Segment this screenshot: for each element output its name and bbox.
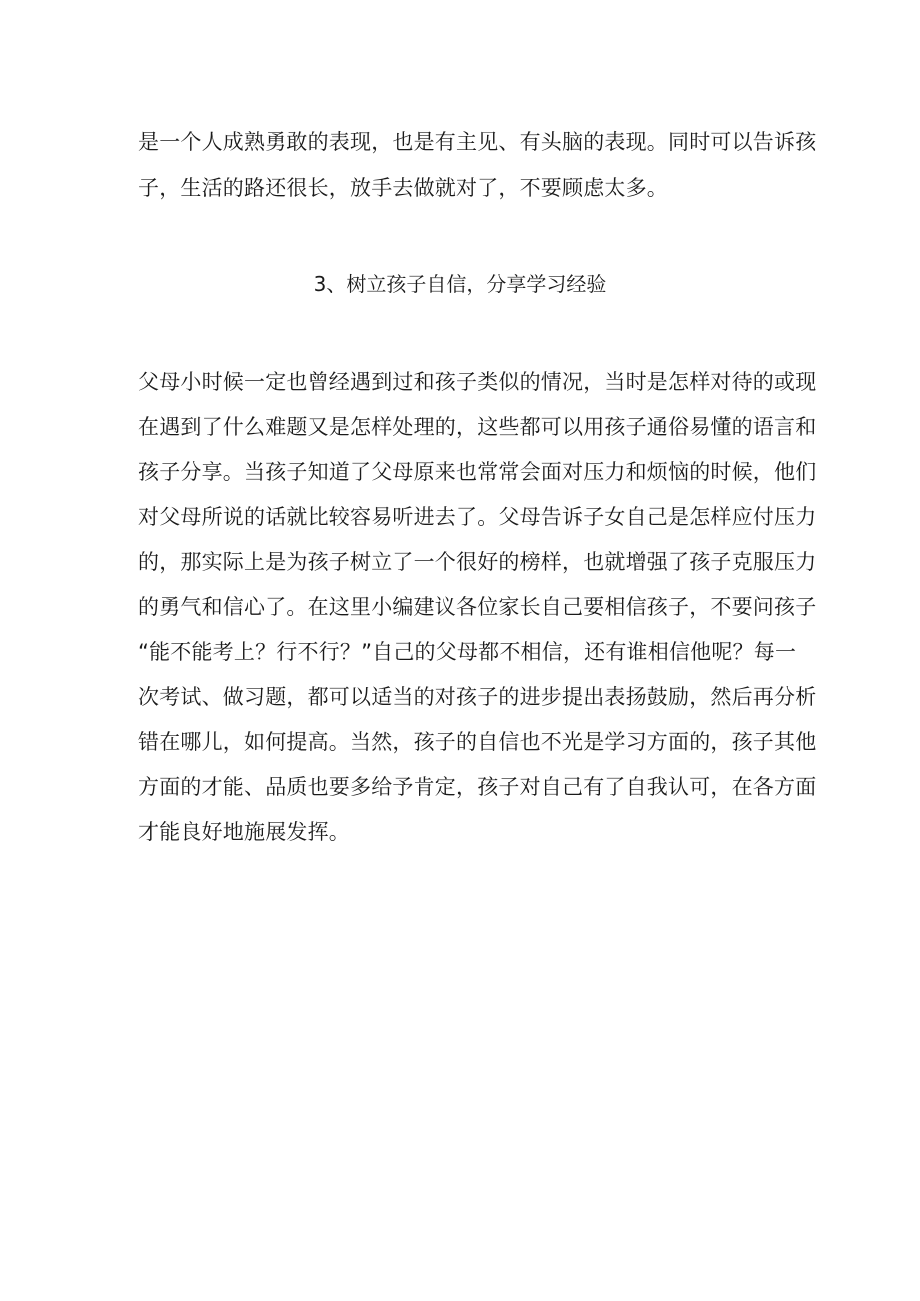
paragraph-2-line-8: 次考试、做习题，都可以适当的对孩子的进步提出表扬鼓励，然后再分析 [138,685,817,709]
paragraph-2-line-6: 的勇气和信心了。在这里小编建议各位家长自己要相信孩子，不要问孩子 [138,595,817,619]
paragraph-1-line-1: 是一个人成熟勇敢的表现，也是有主见、有头脑的表现。同时可以告诉孩 [138,130,817,154]
paragraph-2-line-1: 父母小时候一定也曾经遇到过和孩子类似的情况，当时是怎样对待的或现 [138,370,817,394]
paragraph-2-line-7: “能不能考上？行不行？”自己的父母都不相信，还有谁相信他呢？每一 [138,640,797,664]
paragraph-2-line-10: 方面的才能、品质也要多给予肯定，孩子对自己有了自我认可，在各方面 [138,775,817,799]
paragraph-2-line-9: 错在哪儿，如何提高。当然，孩子的自信也不光是学习方面的，孩子其他 [138,730,817,754]
paragraph-2-line-3: 孩子分享。当孩子知道了父母原来也常常会面对压力和烦恼的时候，他们 [138,460,817,484]
paragraph-2-line-2: 在遇到了什么难题又是怎样处理的，这些都可以用孩子通俗易懂的语言和 [138,415,817,439]
paragraph-2-line-5: 的，那实际上是为孩子树立了一个很好的榜样，也就增强了孩子克服压力 [138,550,817,574]
paragraph-2-line-11: 才能良好地施展发挥。 [138,820,350,844]
paragraph-2-line-4: 对父母所说的话就比较容易听进去了。父母告诉子女自己是怎样应付压力 [138,505,817,529]
section-heading: 3、树立孩子自信，分享学习经验 [313,272,607,296]
paragraph-1-line-2: 子，生活的路还很长，放手去做就对了，不要顾虑太多。 [138,176,668,200]
